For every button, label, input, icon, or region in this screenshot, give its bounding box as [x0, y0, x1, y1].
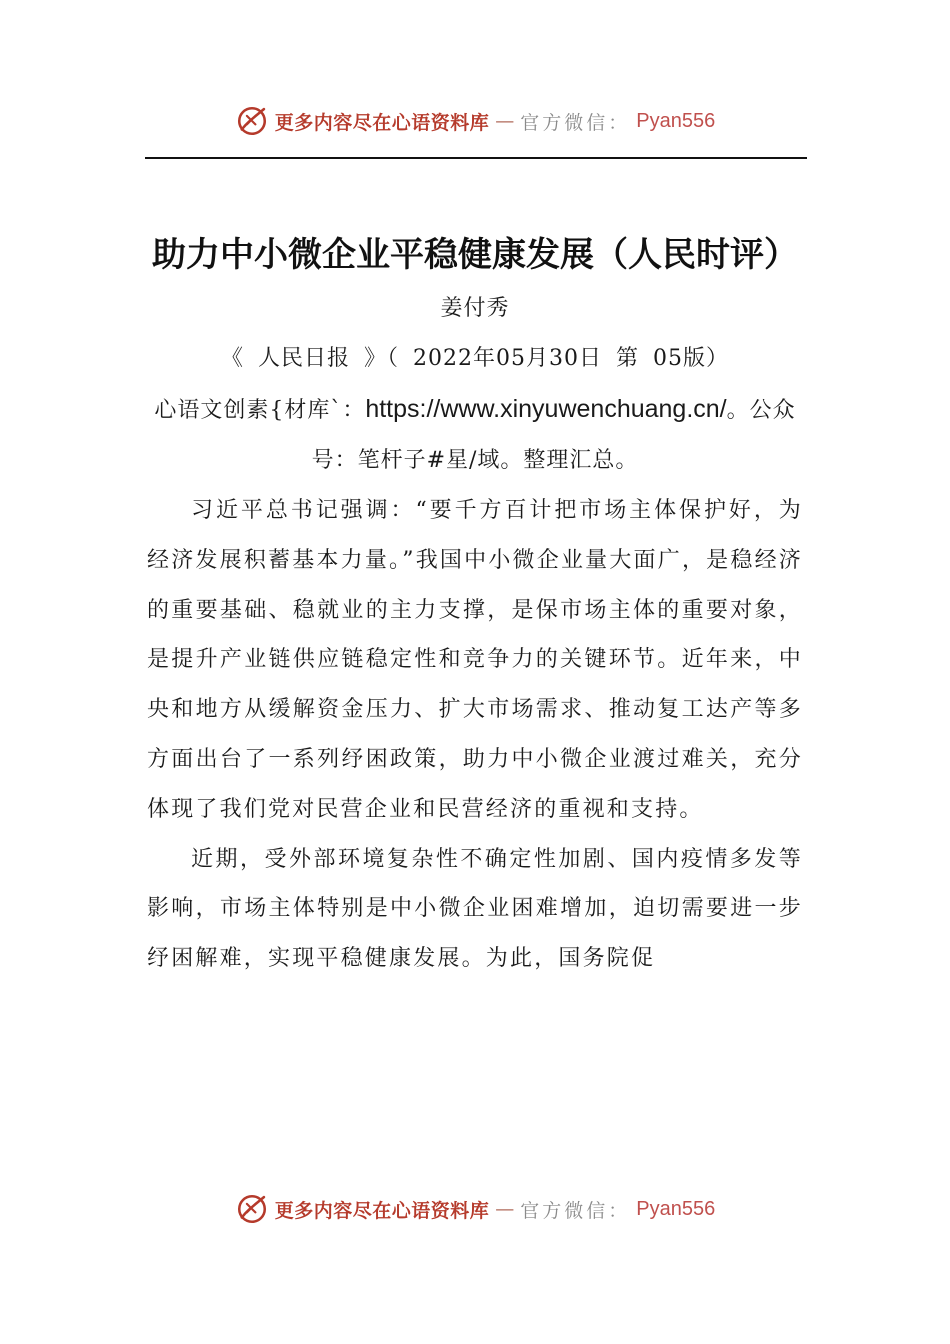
header-banner [0, 104, 950, 138]
article-paragraph-2: 近期，受外部环境复杂性不确定性加剧、国内疫情多发等影响，市场主体特别是中小微企业困难增加，迫切需要进一步纾困解难，实现平稳健康发展。为此，国务院促 [147, 846, 803, 972]
notice-url: https://www.xinyuwenchuang.cn/ [365, 395, 727, 423]
source-notice [147, 384, 803, 486]
banner-dash: — [495, 110, 515, 132]
article-author: 姜付秀 [440, 296, 510, 321]
notice-prefix: 心语文创素{材库`： [154, 398, 366, 423]
banner-brand-text: 更多内容尽在心语资料库 [274, 111, 490, 134]
banner-wechat-label: 官方微信： [520, 111, 631, 134]
brand-logo-icon [235, 1192, 269, 1226]
banner-wechat-id: Pyan556 [636, 109, 716, 132]
notice-suffix: 。公众号：笔杆子#星/域。整理汇总。 [311, 398, 796, 473]
article-source: 《 人民日报 》（ 2022年05月30日 第 05版） [221, 346, 729, 371]
footer-banner [0, 1192, 950, 1226]
header-divider [145, 157, 807, 159]
banner-wechat-label: 官方微信： [520, 1199, 631, 1222]
banner-wechat-id: Pyan556 [636, 1197, 716, 1220]
article-paragraph-1: 习近平总书记强调：“要千方百计把市场主体保护好，为经济发展积蓄基本力量。”我国中小微企业量大面广，是稳经济的重要基础、稳就业的主力支撑，是保市场主体的重要对象，是提升产业链供应链稳定性和竞争力的关键环节。近年来，中央和地方从缓解资金压力、扩大市场需求、推动复工达产等多方面出台了一系列纾困政策，助力中小微企业渡过难关，充分体现了我们党对民营企业和民营经济的重视和支持。 [147, 498, 803, 822]
banner-brand-text: 更多内容尽在心语资料库 [274, 1199, 490, 1222]
brand-logo-icon [235, 104, 269, 138]
banner-dash: — [495, 1198, 515, 1220]
article-body [147, 228, 803, 984]
article-title: 助力中小微企业平稳健康发展（人民时评） [152, 235, 798, 275]
